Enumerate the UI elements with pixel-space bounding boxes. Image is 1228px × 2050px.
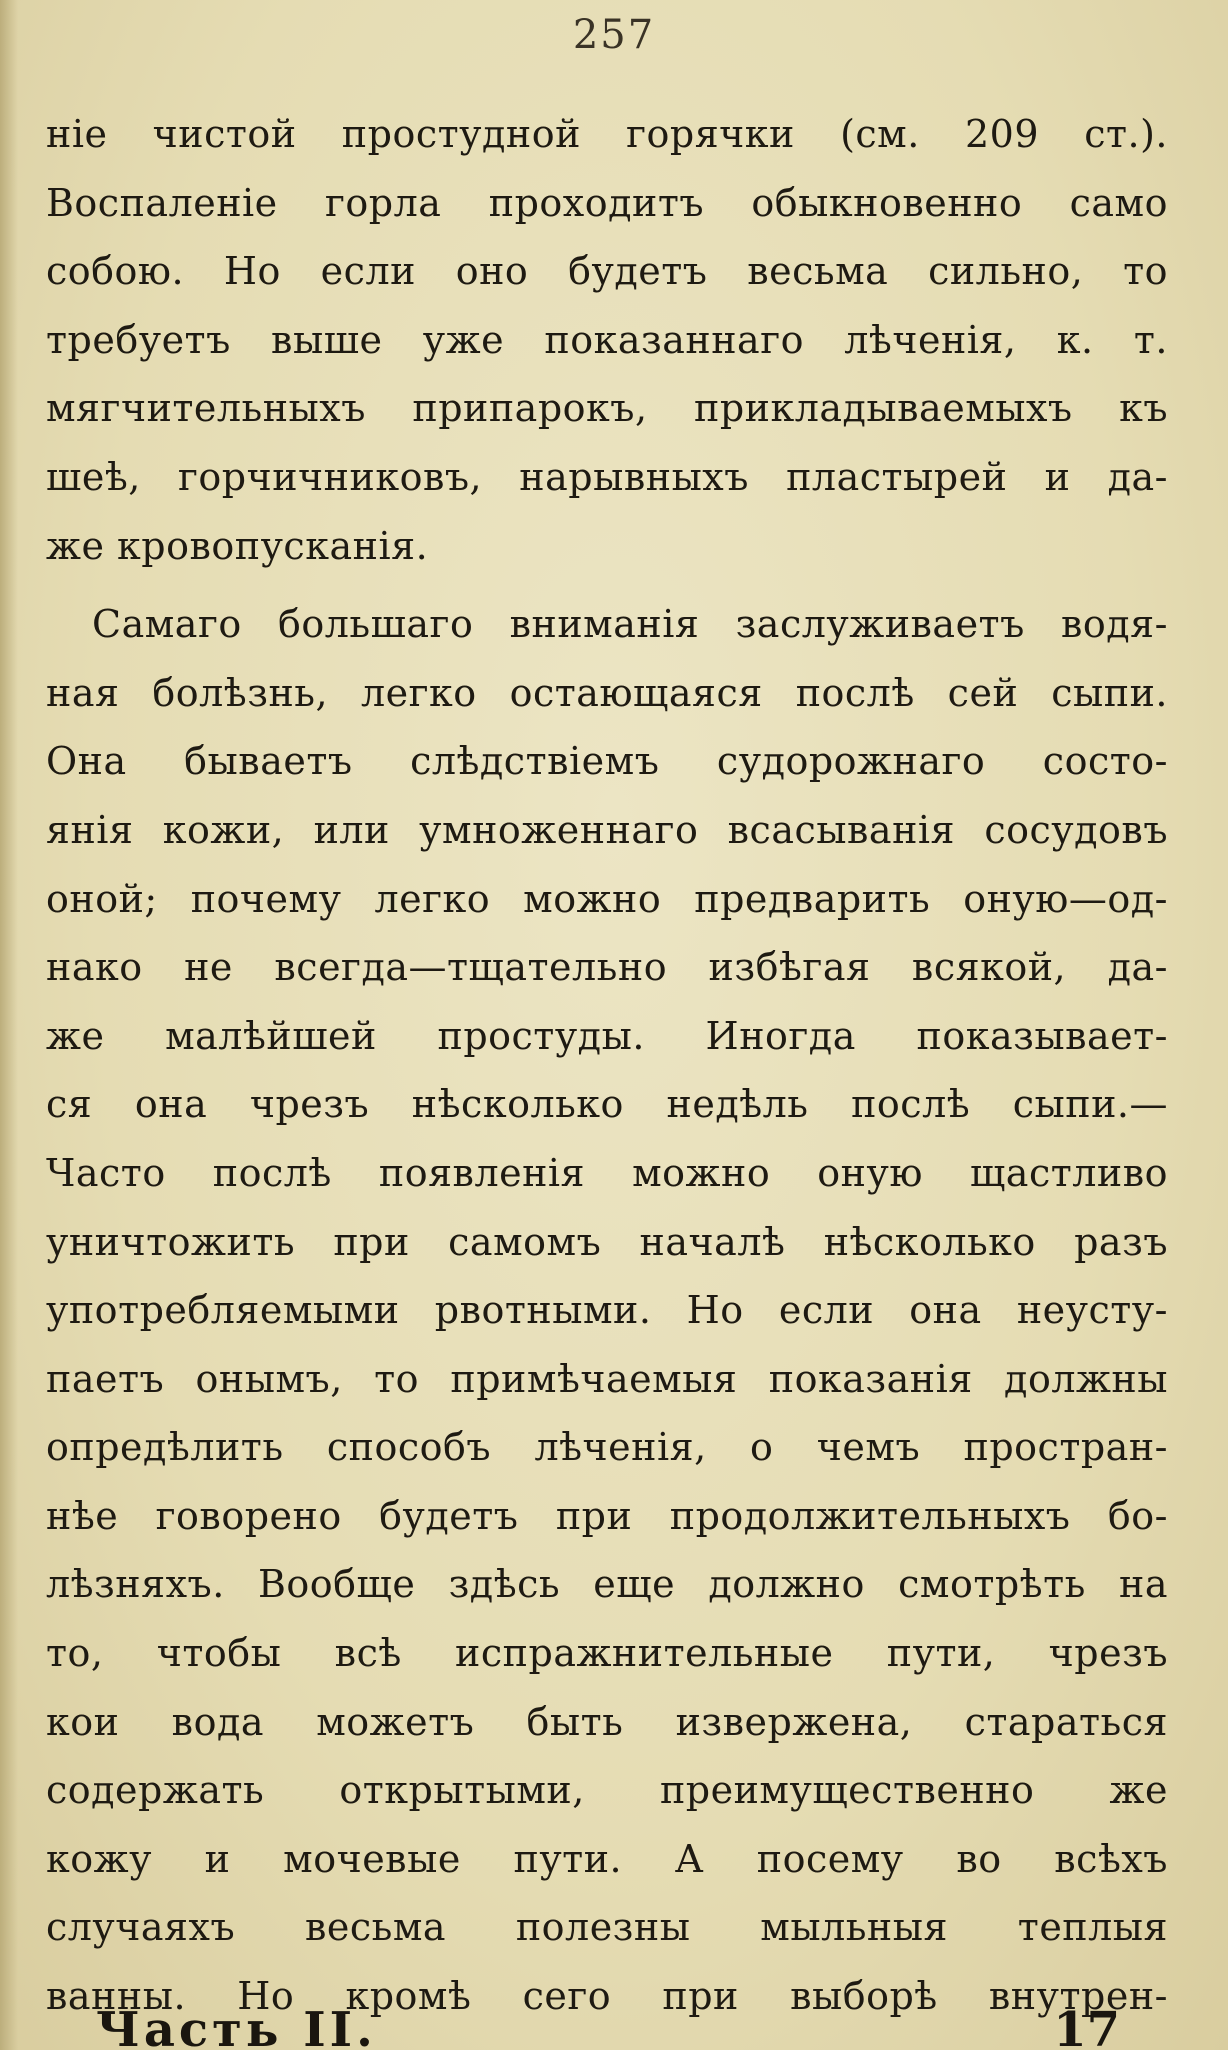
page-footer [96,2002,1156,2050]
text-line: ся она чрезъ нѣсколько недѣль послѣ сыпи.— [46,1082,1168,1127]
text-line: нако не всегда—тщательно избѣгая всякой, да- [46,945,1168,990]
text-line: ніе чистой простудной горячки (см. 209 ст.). [46,112,1168,156]
text-line: кожу и мочевые пути. А посему во всѣхъ [46,1836,1168,1881]
body-text [46,100,1168,2031]
text-line: кои вода можетъ быть извержена, стараться [46,1699,1168,1744]
text-line: Воспаленіе горла проходитъ обыкновенно само [46,180,1168,225]
text-line: случаяхъ весьма полезны мыльныя теплыя [46,1905,1168,1950]
text-line: уничтожить при самомъ началѣ нѣсколько разъ [46,1219,1168,1264]
text-line: Самаго большаго вниманія заслуживаетъ водя- [92,602,1168,647]
text-line: ванны. Но кромѣ сего при выборѣ внутрен- [46,1974,1168,2019]
text-line: ная болѣзнь, легко остающаяся послѣ сей сыпи. [46,670,1168,715]
paragraph-gap [46,580,1168,590]
page-edge-shadow [0,0,18,2050]
text-line: шеѣ, горчичниковъ, нарывныхъ пластырей и да- [46,454,1168,499]
text-line: требуетъ выше уже показаннаго лѣченія, к. т. [46,317,1168,362]
text-line: оной; почему легко можно предварить оную—од- [46,876,1168,921]
paragraph [46,100,1168,580]
text-line: собою. Но если оно будетъ весьма сильно, то [46,249,1168,294]
text-line: лѣзняхъ. Вообще здѣсь еще должно смотрѣть на [46,1562,1168,1607]
text-line: нѣе говорено будетъ при продолжительныхъ бо- [46,1493,1168,1538]
text-line: янія кожи, или умноженнаго всасыванія сосудовъ [46,807,1168,852]
text-line: мягчительныхъ припарокъ, прикладываемыхъ къ [46,386,1168,431]
text-line: же малѣйшей простуды. Иногда показывает- [46,1013,1168,1058]
sheet-number: 17 [1053,2002,1120,2050]
text-line: же кровопусканія. [46,523,429,568]
text-line: опредѣлить способъ лѣченія, о чемъ простран- [46,1425,1168,1470]
text-line: Она бываетъ слѣдствіемъ судорожнаго состо- [46,739,1168,784]
text-line: употребляемыми рвотными. Но если она неусту- [46,1288,1168,1333]
text-line: содержать открытыми, преимущественно же [46,1768,1168,1813]
text-line: то, чтобы всѣ испражнительные пути, чрезъ [46,1631,1168,1676]
paragraph [46,590,1168,2030]
text-line: паетъ онымъ, то примѣчаемыя показанія должны [46,1356,1168,1401]
signature-mark: Часть II. [96,2002,377,2050]
page-number: 257 [572,12,656,58]
text-line: Часто послѣ появленія можно оную щастливо [46,1150,1168,1195]
